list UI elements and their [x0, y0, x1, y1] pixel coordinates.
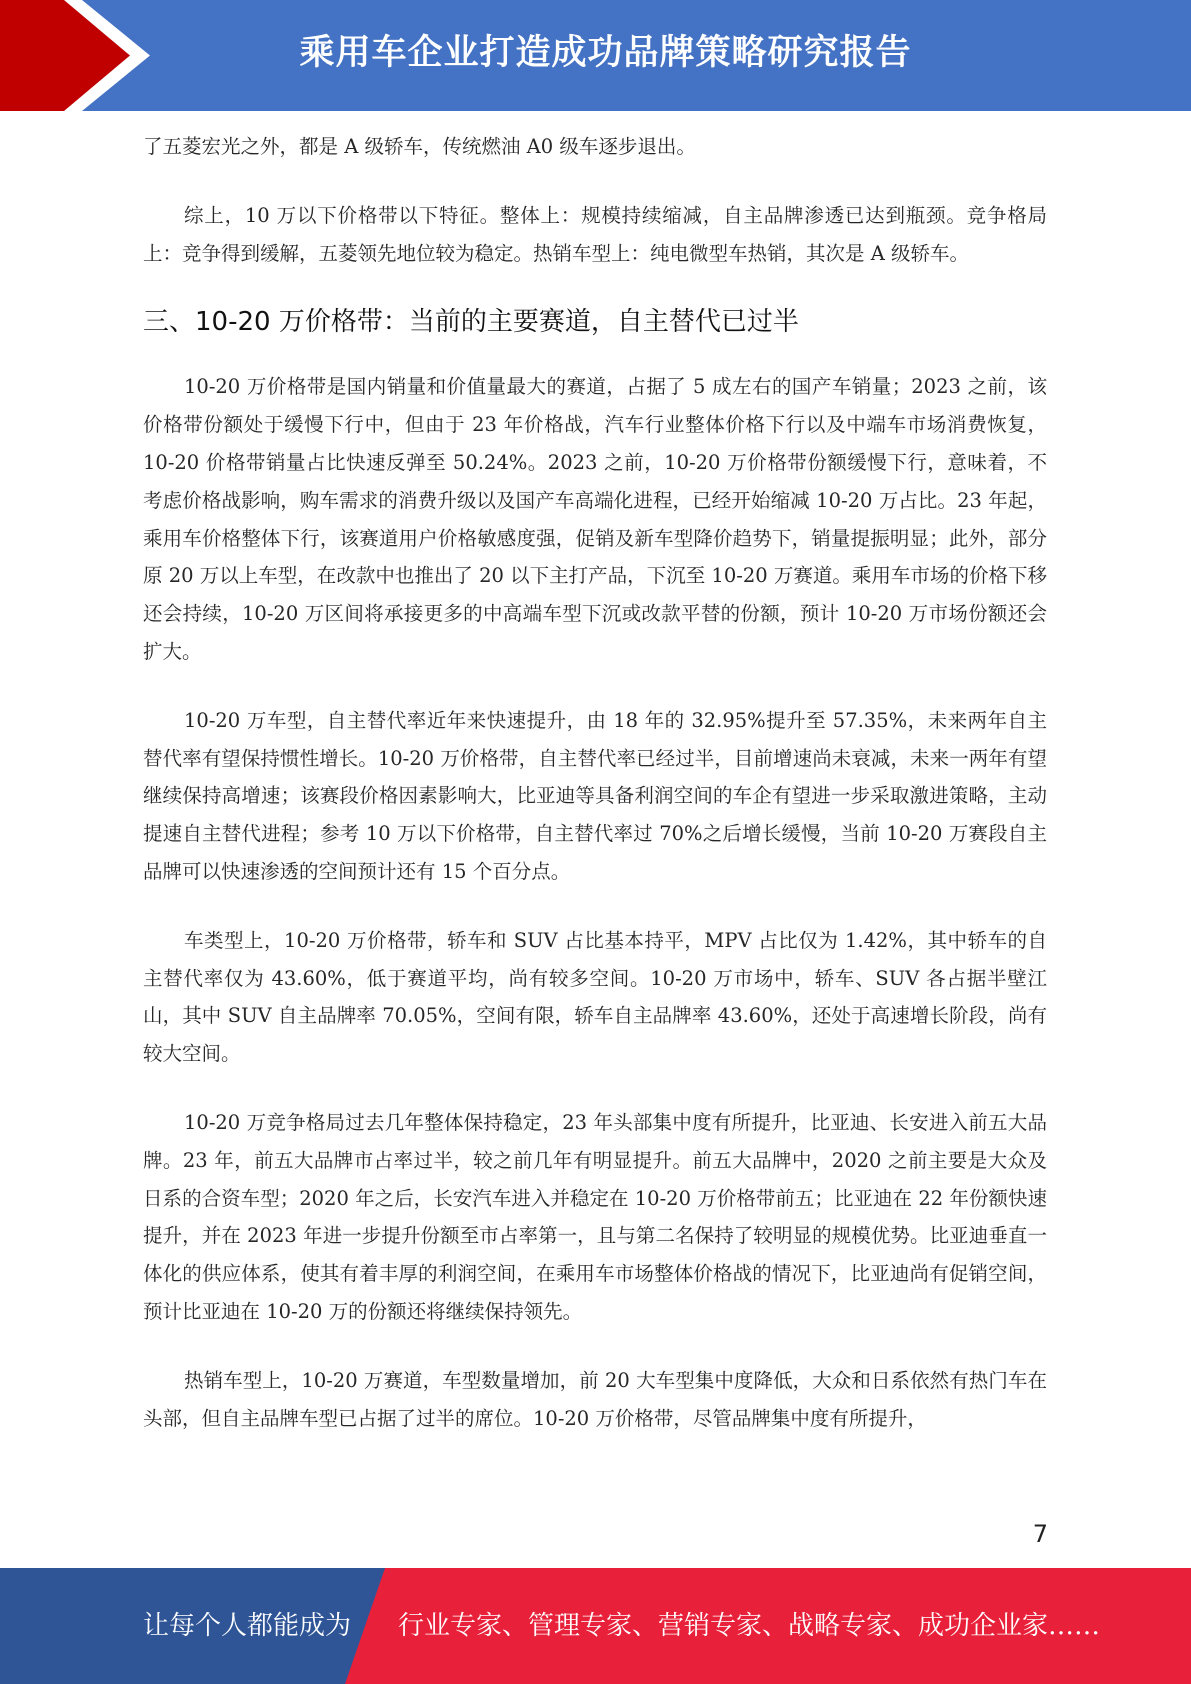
- paragraph-market-share: 10-20 万价格带是国内销量和价值量最大的赛道，占据了 5 成左右的国产车销量；2023 之前，该价格带份额处于缓慢下行中，但由于 23 年价格战，汽车行业整体价格下行以及中端车市场消费恢复，10-20 价格带销量占比快速反弹至 50.24%。2023 之前，10-20 万价格带份额缓慢下行，意味着，不考虑价格战影响，购车需求的消费升级以及国产车高端化进程，已经开始缩减 10-20 万占比。23 年起，乘用车价格整体下行，该赛道用户价格敏感度强，促销及新车型降价趋势下，销量提振明显；此外，部分原 20 万以上车型，在改款中也推出了 20 以下主打产品，下沉至 10-20 万赛道。乘用车市场的价格下移还会持续，10-20 万区间将承接更多的中高端车型下沉或改款平替的份额，预计 10-20 万市场份额还会扩大。: [143, 375, 1047, 663]
- paragraph-summary: 综上，10 万以下价格带以下特征。整体上：规模持续缩减，自主品牌渗透已达到瓶颈。竞争格局上：竞争得到缓解，五菱领先地位较为稳定。热销车型上：纯电微型车热销，其次是 A 级轿车。: [143, 203, 1047, 265]
- paragraph-substitution-rate: 10-20 万车型，自主替代率近年来快速提升，由 18 年的 32.95%提升至 57.35%，未来两年自主替代率有望保持惯性增长。10-20 万价格带，自主替代率已经过半，目前增速尚未衰减，未来一两年有望继续保持高增速；该赛段价格因素影响大，比亚迪等具备利润空间的车企有望进一步采取激进策略，主动提速自主替代进程；参考 10 万以下价格带，自主替代率过 70%之后增长缓慢，当前 10-20 万赛段自主品牌可以快速渗透的空间预计还有 15 个百分点。: [143, 708, 1047, 883]
- page-number: 7: [1032, 1520, 1048, 1548]
- report-title: 乘用车企业打造成功品牌策略研究报告: [299, 33, 912, 73]
- footer-slogan-left: 让每个人都能成为: [143, 1611, 352, 1641]
- paragraph-hot-models: 热销车型上，10-20 万赛道，车型数量增加，前 20 大车型集中度降低，大众和日系依然有热门车在头部，但自主品牌车型已占据了过半的席位。10-20 万价格带，尽管品牌集中度有所提升，: [143, 1368, 1047, 1430]
- paragraph-continuation: 了五菱宏光之外，都是 A 级轿车，传统燃油 A0 级车逐步退出。: [143, 135, 696, 158]
- document-body: [143, 128, 1047, 1437]
- page-header: [0, 0, 1191, 111]
- footer-slogan-right: 行业专家、管理专家、营销专家、战略专家、成功企业家……: [398, 1611, 1101, 1641]
- paragraph-vehicle-type: 车类型上，10-20 万价格带，轿车和 SUV 占比基本持平，MPV 占比仅为 1.42%，其中轿车的自主替代率仅为 43.60%，低于赛道平均，尚有较多空间。10-20 万市场中，轿车、SUV 各占据半壁江山，其中 SUV 自主品牌率 70.05%，空间有限，轿车自主品牌率 43.60%，还处于高速增长阶段，尚有较大空间。: [143, 928, 1047, 1066]
- paragraph-competition: 10-20 万竞争格局过去几年整体保持稳定，23 年头部集中度有所提升，比亚迪、长安进入前五大品牌。23 年，前五大品牌市占率过半，较之前几年有明显提升。前五大品牌中，2020 之前主要是大众及日系的合资车型；2020 年之后，长安汽车进入并稳定在 10-20 万价格带前五；比亚迪在 22 年份额快速提升，并在 2023 年进一步提升份额至市占率第一，且与第二名保持了较明显的规模优势。比亚迪垂直一体化的供应体系，使其有着丰厚的利润空间，在乘用车市场整体价格战的情况下，比亚迪尚有促销空间，预计比亚迪在 10-20 万的份额还将继续保持领先。: [143, 1110, 1047, 1323]
- section-heading: 三、10-20 万价格带：当前的主要赛道，自主替代已过半: [143, 307, 799, 338]
- page-footer: [0, 1568, 1191, 1684]
